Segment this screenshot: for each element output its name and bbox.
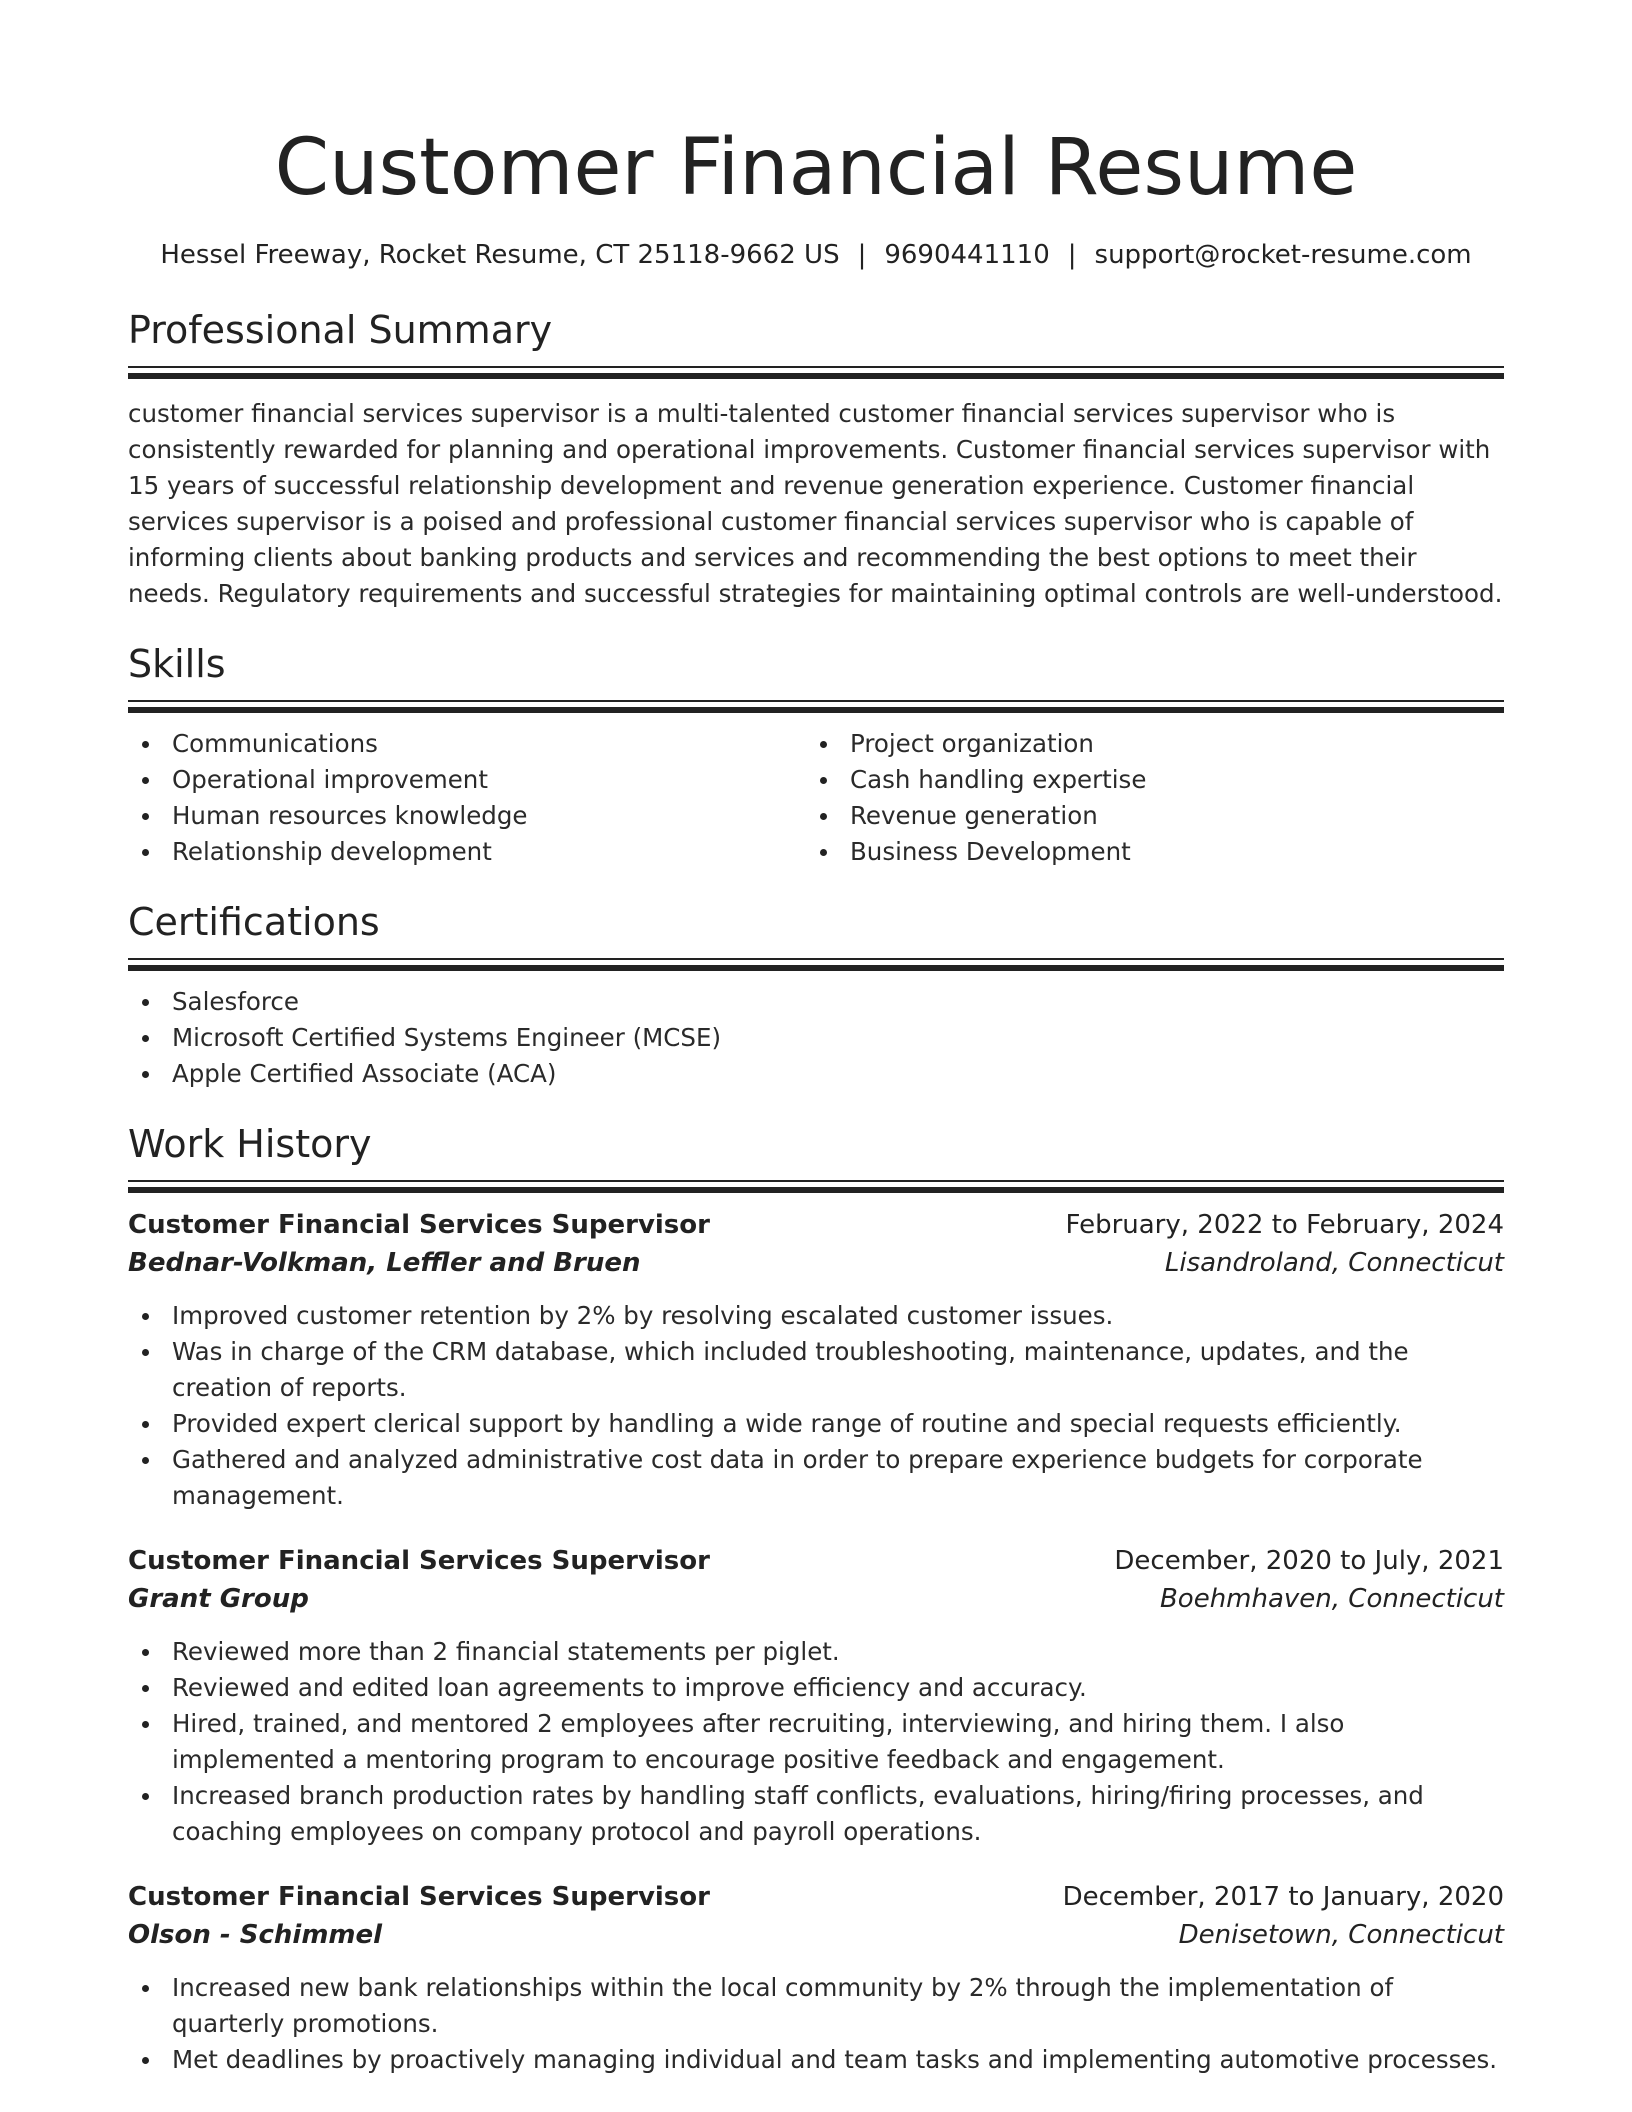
section-divider (128, 700, 1504, 712)
resume-title: Customer Financial Resume (274, 123, 1358, 213)
list-item: Human resources knowledge (128, 798, 806, 834)
work-history-section (128, 1120, 1504, 2078)
list-item: Project organization (806, 726, 1484, 762)
list-item: Reviewed and edited loan agreements to improve efficiency and accuracy. (128, 1670, 1504, 1706)
summary-text: customer financial services supervisor is a multi-talented customer financial services supervisor who is consistently rewarded for planning and operational improvements. Customer financial services supervisor with 15 years of successful relationship development and revenue generation experience. Customer financial services supervisor is a poised and professional customer financial services supervisor who is capable of informing clients about banking products and services and recommending the best options to meet their needs. Regulatory requirements and successful strategies for maintaining optimal controls are well-understood. (128, 399, 1503, 608)
job-bullets (128, 1634, 1504, 1850)
list-item: Provided expert clerical support by handling a wide range of routine and special requests efficiently. (128, 1406, 1504, 1442)
skills-list-right (806, 726, 1484, 870)
job-subheader (128, 1580, 1504, 1618)
list-item: Salesforce (128, 984, 1504, 1020)
job-subheader (128, 1244, 1504, 1282)
list-item: Apple Certified Associate (ACA) (128, 1056, 1504, 1092)
job-title: Customer Financial Services Supervisor (128, 1210, 710, 1240)
job-location: Denisetown, Connecticut (1178, 1920, 1504, 1950)
job-header (128, 1206, 1504, 1244)
job-location: Lisandroland, Connecticut (1164, 1248, 1504, 1278)
list-item: Increased branch production rates by handling staff conflicts, evaluations, hiring/firing processes, and coaching employees on company protocol and payroll operations. (128, 1778, 1504, 1850)
list-item: Cash handling expertise (806, 762, 1484, 798)
contact-email[interactable]: support@rocket-resume.com (1094, 240, 1472, 270)
job-company: Grant Group (128, 1584, 309, 1614)
list-item: Increased new bank relationships within the local community by 2% through the implementation of quarterly promotions. (128, 1970, 1504, 2042)
certifications-list (128, 984, 1504, 1092)
contact-phone[interactable]: 9690441110 (884, 240, 1050, 270)
job-header (128, 1542, 1504, 1580)
job-entry (128, 1878, 1504, 2078)
job-dates: December, 2017 to January, 2020 (1062, 1882, 1504, 1912)
job-company: Olson - Schimmel (128, 1920, 383, 1950)
job-company: Bednar-Volkman, Leffler and Bruen (128, 1248, 641, 1278)
contact-address: Hessel Freeway, Rocket Resume, CT 25118-9662 US (160, 240, 840, 270)
list-item: Reviewed more than 2 financial statements per piglet. (128, 1634, 1504, 1670)
section-heading-work-history: Work History (128, 1122, 372, 1166)
list-item: Operational improvement (128, 762, 806, 798)
list-item: Microsoft Certified Systems Engineer (MCSE) (128, 1020, 1504, 1056)
section-divider (128, 1180, 1504, 1192)
list-item: Communications (128, 726, 806, 762)
list-item: Relationship development (128, 834, 806, 870)
section-heading-skills: Skills (128, 642, 226, 686)
list-item: Was in charge of the CRM database, which included troubleshooting, maintenance, updates, and the creation of reports. (128, 1334, 1504, 1406)
section-divider (128, 958, 1504, 970)
resume-page (128, 0, 1504, 2078)
job-location: Boehmhaven, Connecticut (1159, 1584, 1504, 1614)
job-bullets (128, 1298, 1504, 1514)
skills-grid (128, 726, 1504, 870)
job-subheader (128, 1916, 1504, 1954)
job-bullets (128, 1970, 1504, 2078)
section-heading-summary: Professional Summary (128, 308, 553, 352)
skills-section (128, 640, 1504, 870)
job-entry (128, 1206, 1504, 1514)
list-item: Gathered and analyzed administrative cost data in order to prepare experience budgets for corporate management. (128, 1442, 1504, 1514)
summary-section (128, 306, 1504, 612)
job-dates: December, 2020 to July, 2021 (1114, 1546, 1504, 1576)
certifications-section (128, 898, 1504, 1092)
job-header (128, 1878, 1504, 1916)
list-item: Met deadlines by proactively managing individual and team tasks and implementing automotive processes. (128, 2042, 1504, 2078)
job-entry (128, 1542, 1504, 1850)
list-item: Hired, trained, and mentored 2 employees after recruiting, interviewing, and hiring them. I also implemented a mentoring program to encourage positive feedback and engagement. (128, 1706, 1504, 1778)
contact-line (128, 238, 1504, 272)
section-heading-certifications: Certifications (128, 900, 380, 944)
skills-list-left (128, 726, 806, 870)
list-item: Improved customer retention by 2% by resolving escalated customer issues. (128, 1298, 1504, 1334)
contact-separator: | (857, 240, 867, 270)
job-dates: February, 2022 to February, 2024 (1065, 1210, 1504, 1240)
list-item: Business Development (806, 834, 1484, 870)
section-divider (128, 366, 1504, 378)
job-title: Customer Financial Services Supervisor (128, 1882, 710, 1912)
list-item: Revenue generation (806, 798, 1484, 834)
job-title: Customer Financial Services Supervisor (128, 1546, 710, 1576)
contact-separator: | (1067, 240, 1077, 270)
